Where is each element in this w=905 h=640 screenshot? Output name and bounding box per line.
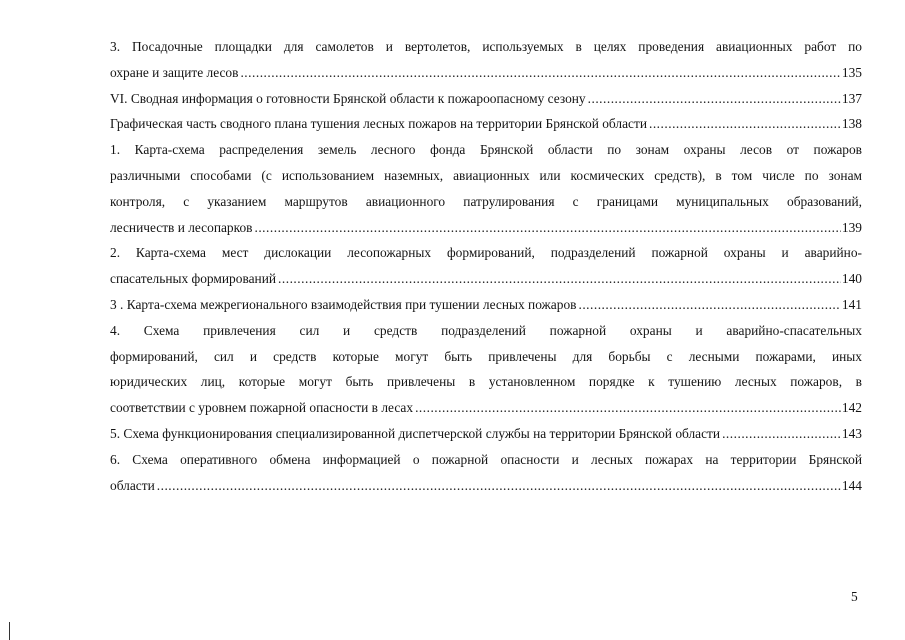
toc-entry-last-line (110, 60, 862, 86)
dot-leader (578, 292, 840, 318)
toc-entry-last-line (110, 421, 862, 447)
toc-page-number: 135 (841, 64, 862, 80)
toc-entry (110, 292, 862, 318)
toc-entry-line: 1. Карта-схема распределения земель лесного фонда Брянской области по зонам охраны лесов от пожаров (110, 142, 862, 158)
toc-entry-line: 4. Схема привлечения сил и средств подразделений пожарной охраны и аварийно-спасательных (110, 322, 862, 338)
toc-entry-line: различными способами (с использованием наземных, авиационных или космических средств), в том числе по зонам (110, 167, 862, 183)
toc-entry (110, 34, 862, 86)
toc-entry-line: контроля, с указанием маршрутов авиационного патрулирования с границами муниципальных образований, (110, 193, 862, 209)
dot-leader (649, 111, 841, 137)
toc-entry-text: VI. Сводная информация о готовности Брянской области к пожароопасному сезону (110, 90, 586, 106)
toc-entry-last-line (110, 266, 862, 292)
toc-entry-line: 6. Схема оперативного обмена информацией о пожарной опасности и лесных пожарах на территории Брянской (110, 451, 862, 467)
dot-leader (278, 266, 841, 292)
toc-entry-last-line (110, 215, 862, 241)
toc-entry (110, 447, 862, 499)
toc-page-number: 140 (841, 271, 862, 287)
toc-entry-text: 5. Схема функционирования специализированной диспетчерской службы на территории Брянской области (110, 425, 721, 441)
dot-leader (415, 395, 841, 421)
toc-page-number: 137 (841, 90, 862, 106)
toc-page-number: 138 (841, 116, 862, 132)
scan-edge-mark (9, 622, 10, 640)
toc-entry (110, 111, 862, 137)
toc-entry-text: соответствии с уровнем пожарной опасности в лесах (110, 400, 414, 416)
toc-entry-text: охране и защите лесов (110, 64, 239, 80)
page-number: 5 (851, 589, 858, 604)
toc-entry-last-line (110, 86, 862, 112)
toc-entry-text: 3 . Карта-схема межрегионального взаимодействия при тушении лесных пожаров (110, 296, 577, 312)
toc-page-number: 144 (841, 477, 862, 493)
toc-entry-line: формирований, сил и средств которые могут быть привлечены для борьбы с лесными пожарами, иных (110, 348, 862, 364)
toc-entry-line: 2. Карта-схема мест дислокации лесопожарных формирований, подразделений пожарной охраны и аварийно- (110, 245, 862, 261)
toc-entry-line: 3. Посадочные площадки для самолетов и вертолетов, используемых в целях проведения авиационных работ по (110, 39, 862, 54)
toc-page-number: 141 (841, 296, 862, 312)
toc-entry-last-line (110, 395, 862, 421)
toc-page-number: 143 (841, 425, 862, 441)
toc-entry-line: юридических лиц, которые могут быть привлечены в установленном порядке к тушению лесных пожаров, в (110, 374, 862, 390)
toc-page-number: 139 (841, 219, 862, 235)
table-of-contents (110, 34, 862, 498)
toc-entry-text: области (110, 477, 155, 493)
toc-entry-last-line (110, 292, 862, 318)
toc-entry (110, 86, 862, 112)
dot-leader (254, 215, 840, 241)
toc-entry (110, 240, 862, 292)
toc-entry-text: лесничеств и лесопарков (110, 219, 253, 235)
toc-entry (110, 318, 862, 421)
dot-leader (722, 421, 841, 447)
toc-entry (110, 421, 862, 447)
toc-page-number: 142 (841, 400, 862, 416)
toc-entry-last-line (110, 111, 862, 137)
toc-entry (110, 137, 862, 240)
toc-entry-last-line (110, 473, 862, 499)
dot-leader (240, 60, 840, 86)
dot-leader (588, 86, 841, 112)
dot-leader (157, 473, 841, 499)
toc-entry-text: спасательных формирований (110, 271, 277, 287)
toc-entry-text: Графическая часть сводного плана тушения лесных пожаров на территории Брянской области (110, 116, 647, 132)
